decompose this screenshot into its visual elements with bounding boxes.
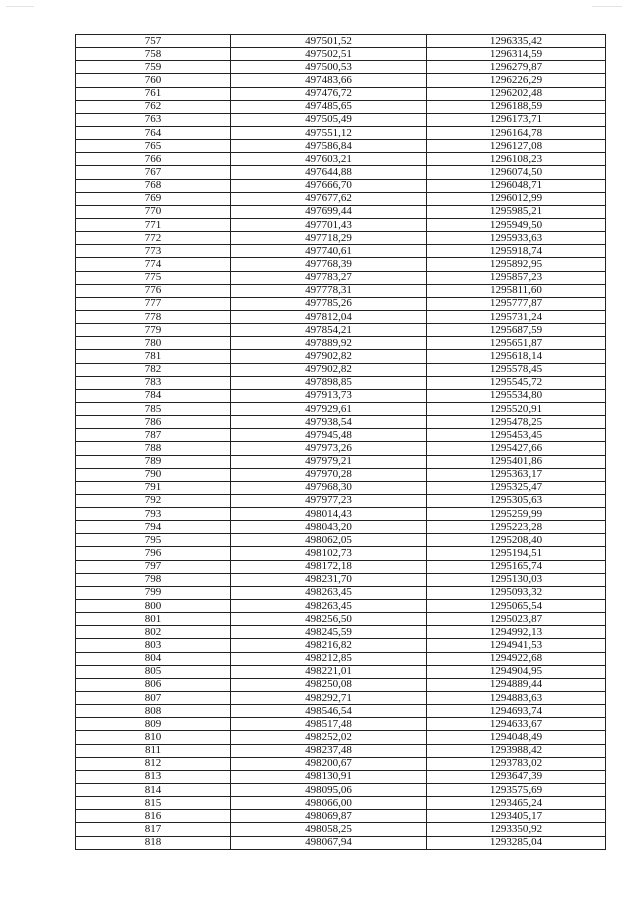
scan-edge-mark-left bbox=[6, 6, 34, 7]
point-number-cell: 762 bbox=[76, 100, 231, 113]
x-coordinate-cell: 497699,44 bbox=[231, 205, 427, 218]
point-number-cell: 795 bbox=[76, 534, 231, 547]
x-coordinate-cell: 497854,21 bbox=[231, 324, 427, 337]
table-row bbox=[76, 560, 606, 573]
x-coordinate-cell: 498058,25 bbox=[231, 823, 427, 836]
y-coordinate-cell: 1293350,92 bbox=[427, 823, 606, 836]
table-row bbox=[76, 494, 606, 507]
y-coordinate-cell: 1294922,68 bbox=[427, 652, 606, 665]
x-coordinate-cell: 497970,28 bbox=[231, 468, 427, 481]
y-coordinate-cell: 1295811,60 bbox=[427, 284, 606, 297]
x-coordinate-cell: 498066,00 bbox=[231, 797, 427, 810]
table-row bbox=[76, 639, 606, 652]
y-coordinate-cell: 1296314,59 bbox=[427, 48, 606, 61]
point-number-cell: 816 bbox=[76, 810, 231, 823]
table-row bbox=[76, 376, 606, 389]
point-number-cell: 766 bbox=[76, 153, 231, 166]
table-row bbox=[76, 218, 606, 231]
point-number-cell: 758 bbox=[76, 48, 231, 61]
point-number-cell: 761 bbox=[76, 87, 231, 100]
table-row bbox=[76, 140, 606, 153]
y-coordinate-cell: 1294941,53 bbox=[427, 639, 606, 652]
y-coordinate-cell: 1296048,71 bbox=[427, 179, 606, 192]
table-row bbox=[76, 534, 606, 547]
y-coordinate-cell: 1295777,87 bbox=[427, 297, 606, 310]
point-number-cell: 763 bbox=[76, 113, 231, 126]
coordinates-table-body bbox=[76, 35, 606, 850]
point-number-cell: 804 bbox=[76, 652, 231, 665]
x-coordinate-cell: 497889,92 bbox=[231, 337, 427, 350]
y-coordinate-cell: 1294633,67 bbox=[427, 718, 606, 731]
point-number-cell: 788 bbox=[76, 442, 231, 455]
x-coordinate-cell: 498256,50 bbox=[231, 613, 427, 626]
point-number-cell: 778 bbox=[76, 310, 231, 323]
x-coordinate-cell: 498062,05 bbox=[231, 534, 427, 547]
table-row bbox=[76, 87, 606, 100]
table-row bbox=[76, 192, 606, 205]
point-number-cell: 815 bbox=[76, 797, 231, 810]
y-coordinate-cell: 1295651,87 bbox=[427, 337, 606, 350]
table-row bbox=[76, 692, 606, 705]
table-row bbox=[76, 113, 606, 126]
point-number-cell: 812 bbox=[76, 757, 231, 770]
point-number-cell: 805 bbox=[76, 665, 231, 678]
x-coordinate-cell: 497677,62 bbox=[231, 192, 427, 205]
y-coordinate-cell: 1296335,42 bbox=[427, 35, 606, 48]
table-row bbox=[76, 61, 606, 74]
point-number-cell: 776 bbox=[76, 284, 231, 297]
point-number-cell: 782 bbox=[76, 363, 231, 376]
x-coordinate-cell: 497902,82 bbox=[231, 350, 427, 363]
x-coordinate-cell: 498546,54 bbox=[231, 705, 427, 718]
x-coordinate-cell: 497785,26 bbox=[231, 297, 427, 310]
y-coordinate-cell: 1295857,23 bbox=[427, 271, 606, 284]
point-number-cell: 786 bbox=[76, 416, 231, 429]
point-number-cell: 768 bbox=[76, 179, 231, 192]
point-number-cell: 785 bbox=[76, 402, 231, 415]
y-coordinate-cell: 1296188,59 bbox=[427, 100, 606, 113]
x-coordinate-cell: 498200,67 bbox=[231, 757, 427, 770]
x-coordinate-cell: 498212,85 bbox=[231, 652, 427, 665]
y-coordinate-cell: 1296279,87 bbox=[427, 61, 606, 74]
x-coordinate-cell: 498043,20 bbox=[231, 521, 427, 534]
x-coordinate-cell: 498130,91 bbox=[231, 770, 427, 783]
y-coordinate-cell: 1293575,69 bbox=[427, 784, 606, 797]
y-coordinate-cell: 1296127,08 bbox=[427, 140, 606, 153]
x-coordinate-cell: 497501,52 bbox=[231, 35, 427, 48]
y-coordinate-cell: 1295165,74 bbox=[427, 560, 606, 573]
point-number-cell: 781 bbox=[76, 350, 231, 363]
y-coordinate-cell: 1295545,72 bbox=[427, 376, 606, 389]
y-coordinate-cell: 1296226,29 bbox=[427, 74, 606, 87]
point-number-cell: 789 bbox=[76, 455, 231, 468]
y-coordinate-cell: 1295223,28 bbox=[427, 521, 606, 534]
table-row bbox=[76, 836, 606, 849]
y-coordinate-cell: 1294904,95 bbox=[427, 665, 606, 678]
table-row bbox=[76, 126, 606, 139]
table-row bbox=[76, 652, 606, 665]
y-coordinate-cell: 1294889,44 bbox=[427, 678, 606, 691]
y-coordinate-cell: 1294883,63 bbox=[427, 692, 606, 705]
point-number-cell: 783 bbox=[76, 376, 231, 389]
table-row bbox=[76, 810, 606, 823]
x-coordinate-cell: 498102,73 bbox=[231, 547, 427, 560]
x-coordinate-cell: 498069,87 bbox=[231, 810, 427, 823]
table-row bbox=[76, 600, 606, 613]
x-coordinate-cell: 498095,06 bbox=[231, 784, 427, 797]
table-row bbox=[76, 521, 606, 534]
point-number-cell: 810 bbox=[76, 731, 231, 744]
point-number-cell: 808 bbox=[76, 705, 231, 718]
x-coordinate-cell: 497483,66 bbox=[231, 74, 427, 87]
table-row bbox=[76, 350, 606, 363]
table-row bbox=[76, 232, 606, 245]
table-row bbox=[76, 416, 606, 429]
x-coordinate-cell: 498014,43 bbox=[231, 508, 427, 521]
y-coordinate-cell: 1296173,71 bbox=[427, 113, 606, 126]
x-coordinate-cell: 497500,53 bbox=[231, 61, 427, 74]
x-coordinate-cell: 497913,73 bbox=[231, 389, 427, 402]
table-row bbox=[76, 770, 606, 783]
x-coordinate-cell: 497718,29 bbox=[231, 232, 427, 245]
point-number-cell: 791 bbox=[76, 481, 231, 494]
y-coordinate-cell: 1296074,50 bbox=[427, 166, 606, 179]
y-coordinate-cell: 1293285,04 bbox=[427, 836, 606, 849]
x-coordinate-cell: 498252,02 bbox=[231, 731, 427, 744]
point-number-cell: 764 bbox=[76, 126, 231, 139]
point-number-cell: 771 bbox=[76, 218, 231, 231]
point-number-cell: 801 bbox=[76, 613, 231, 626]
point-number-cell: 817 bbox=[76, 823, 231, 836]
table-row bbox=[76, 35, 606, 48]
y-coordinate-cell: 1296202,48 bbox=[427, 87, 606, 100]
x-coordinate-cell: 497666,70 bbox=[231, 179, 427, 192]
point-number-cell: 775 bbox=[76, 271, 231, 284]
x-coordinate-cell: 498172,18 bbox=[231, 560, 427, 573]
x-coordinate-cell: 498221,01 bbox=[231, 665, 427, 678]
x-coordinate-cell: 498250,08 bbox=[231, 678, 427, 691]
table-row bbox=[76, 324, 606, 337]
y-coordinate-cell: 1293783,02 bbox=[427, 757, 606, 770]
x-coordinate-cell: 497902,82 bbox=[231, 363, 427, 376]
table-row bbox=[76, 508, 606, 521]
point-number-cell: 807 bbox=[76, 692, 231, 705]
y-coordinate-cell: 1295130,03 bbox=[427, 573, 606, 586]
y-coordinate-cell: 1295618,14 bbox=[427, 350, 606, 363]
x-coordinate-cell: 497929,61 bbox=[231, 402, 427, 415]
table-row bbox=[76, 310, 606, 323]
x-coordinate-cell: 497768,39 bbox=[231, 258, 427, 271]
table-row bbox=[76, 205, 606, 218]
y-coordinate-cell: 1295578,45 bbox=[427, 363, 606, 376]
x-coordinate-cell: 498231,70 bbox=[231, 573, 427, 586]
point-number-cell: 790 bbox=[76, 468, 231, 481]
y-coordinate-cell: 1296164,78 bbox=[427, 126, 606, 139]
point-number-cell: 770 bbox=[76, 205, 231, 218]
point-number-cell: 759 bbox=[76, 61, 231, 74]
x-coordinate-cell: 497898,85 bbox=[231, 376, 427, 389]
x-coordinate-cell: 498292,71 bbox=[231, 692, 427, 705]
table-row bbox=[76, 337, 606, 350]
y-coordinate-cell: 1295305,63 bbox=[427, 494, 606, 507]
point-number-cell: 780 bbox=[76, 337, 231, 350]
table-row bbox=[76, 744, 606, 757]
y-coordinate-cell: 1295949,50 bbox=[427, 218, 606, 231]
point-number-cell: 811 bbox=[76, 744, 231, 757]
table-row bbox=[76, 797, 606, 810]
table-row bbox=[76, 823, 606, 836]
point-number-cell: 767 bbox=[76, 166, 231, 179]
y-coordinate-cell: 1294992,13 bbox=[427, 626, 606, 639]
x-coordinate-cell: 497977,23 bbox=[231, 494, 427, 507]
y-coordinate-cell: 1294048,49 bbox=[427, 731, 606, 744]
y-coordinate-cell: 1295093,32 bbox=[427, 586, 606, 599]
point-number-cell: 777 bbox=[76, 297, 231, 310]
y-coordinate-cell: 1293988,42 bbox=[427, 744, 606, 757]
point-number-cell: 798 bbox=[76, 573, 231, 586]
table-row bbox=[76, 100, 606, 113]
point-number-cell: 799 bbox=[76, 586, 231, 599]
table-row bbox=[76, 468, 606, 481]
table-row bbox=[76, 166, 606, 179]
point-number-cell: 813 bbox=[76, 770, 231, 783]
table-row bbox=[76, 757, 606, 770]
y-coordinate-cell: 1295892,95 bbox=[427, 258, 606, 271]
x-coordinate-cell: 497740,61 bbox=[231, 245, 427, 258]
x-coordinate-cell: 497505,49 bbox=[231, 113, 427, 126]
table-row bbox=[76, 481, 606, 494]
point-number-cell: 796 bbox=[76, 547, 231, 560]
x-coordinate-cell: 497551,12 bbox=[231, 126, 427, 139]
scan-edge-mark-right bbox=[592, 6, 622, 7]
table-row bbox=[76, 626, 606, 639]
point-number-cell: 757 bbox=[76, 35, 231, 48]
table-row bbox=[76, 705, 606, 718]
table-row bbox=[76, 284, 606, 297]
y-coordinate-cell: 1295065,54 bbox=[427, 600, 606, 613]
point-number-cell: 793 bbox=[76, 508, 231, 521]
x-coordinate-cell: 497603,21 bbox=[231, 153, 427, 166]
point-number-cell: 809 bbox=[76, 718, 231, 731]
y-coordinate-cell: 1295363,17 bbox=[427, 468, 606, 481]
x-coordinate-cell: 497644,88 bbox=[231, 166, 427, 179]
y-coordinate-cell: 1295208,40 bbox=[427, 534, 606, 547]
table-row bbox=[76, 402, 606, 415]
point-number-cell: 773 bbox=[76, 245, 231, 258]
y-coordinate-cell: 1295534,80 bbox=[427, 389, 606, 402]
y-coordinate-cell: 1293465,24 bbox=[427, 797, 606, 810]
x-coordinate-cell: 497701,43 bbox=[231, 218, 427, 231]
table-row bbox=[76, 442, 606, 455]
x-coordinate-cell: 497783,27 bbox=[231, 271, 427, 284]
x-coordinate-cell: 498216,82 bbox=[231, 639, 427, 652]
x-coordinate-cell: 497476,72 bbox=[231, 87, 427, 100]
point-number-cell: 802 bbox=[76, 626, 231, 639]
x-coordinate-cell: 498517,48 bbox=[231, 718, 427, 731]
point-number-cell: 792 bbox=[76, 494, 231, 507]
point-number-cell: 765 bbox=[76, 140, 231, 153]
y-coordinate-cell: 1295325,47 bbox=[427, 481, 606, 494]
y-coordinate-cell: 1295259,99 bbox=[427, 508, 606, 521]
point-number-cell: 779 bbox=[76, 324, 231, 337]
table-row bbox=[76, 179, 606, 192]
x-coordinate-cell: 497938,54 bbox=[231, 416, 427, 429]
table-row bbox=[76, 74, 606, 87]
y-coordinate-cell: 1295520,91 bbox=[427, 402, 606, 415]
point-number-cell: 797 bbox=[76, 560, 231, 573]
point-number-cell: 818 bbox=[76, 836, 231, 849]
y-coordinate-cell: 1295687,59 bbox=[427, 324, 606, 337]
table-row bbox=[76, 718, 606, 731]
point-number-cell: 814 bbox=[76, 784, 231, 797]
y-coordinate-cell: 1295427,66 bbox=[427, 442, 606, 455]
y-coordinate-cell: 1293647,39 bbox=[427, 770, 606, 783]
x-coordinate-cell: 498263,45 bbox=[231, 586, 427, 599]
table-row bbox=[76, 271, 606, 284]
y-coordinate-cell: 1295985,21 bbox=[427, 205, 606, 218]
coordinates-table bbox=[75, 34, 606, 850]
table-row bbox=[76, 363, 606, 376]
y-coordinate-cell: 1295478,25 bbox=[427, 416, 606, 429]
point-number-cell: 769 bbox=[76, 192, 231, 205]
y-coordinate-cell: 1295023,87 bbox=[427, 613, 606, 626]
point-number-cell: 787 bbox=[76, 429, 231, 442]
y-coordinate-cell: 1293405,17 bbox=[427, 810, 606, 823]
point-number-cell: 772 bbox=[76, 232, 231, 245]
x-coordinate-cell: 497586,84 bbox=[231, 140, 427, 153]
y-coordinate-cell: 1295453,45 bbox=[427, 429, 606, 442]
table-row bbox=[76, 245, 606, 258]
x-coordinate-cell: 497979,21 bbox=[231, 455, 427, 468]
point-number-cell: 794 bbox=[76, 521, 231, 534]
x-coordinate-cell: 497973,26 bbox=[231, 442, 427, 455]
table-row bbox=[76, 678, 606, 691]
x-coordinate-cell: 498263,45 bbox=[231, 600, 427, 613]
y-coordinate-cell: 1295401,86 bbox=[427, 455, 606, 468]
table-row bbox=[76, 784, 606, 797]
table-row bbox=[76, 665, 606, 678]
x-coordinate-cell: 498245,59 bbox=[231, 626, 427, 639]
y-coordinate-cell: 1295731,24 bbox=[427, 310, 606, 323]
point-number-cell: 803 bbox=[76, 639, 231, 652]
y-coordinate-cell: 1296012,99 bbox=[427, 192, 606, 205]
x-coordinate-cell: 497485,65 bbox=[231, 100, 427, 113]
point-number-cell: 774 bbox=[76, 258, 231, 271]
y-coordinate-cell: 1295918,74 bbox=[427, 245, 606, 258]
table-row bbox=[76, 573, 606, 586]
table-row bbox=[76, 586, 606, 599]
point-number-cell: 806 bbox=[76, 678, 231, 691]
table-row bbox=[76, 48, 606, 61]
x-coordinate-cell: 498237,48 bbox=[231, 744, 427, 757]
table-row bbox=[76, 153, 606, 166]
x-coordinate-cell: 497778,31 bbox=[231, 284, 427, 297]
table-row bbox=[76, 547, 606, 560]
table-row bbox=[76, 258, 606, 271]
y-coordinate-cell: 1294693,74 bbox=[427, 705, 606, 718]
point-number-cell: 760 bbox=[76, 74, 231, 87]
point-number-cell: 800 bbox=[76, 600, 231, 613]
x-coordinate-cell: 498067,94 bbox=[231, 836, 427, 849]
table-row bbox=[76, 389, 606, 402]
y-coordinate-cell: 1295194,51 bbox=[427, 547, 606, 560]
table-row bbox=[76, 455, 606, 468]
x-coordinate-cell: 497502,51 bbox=[231, 48, 427, 61]
x-coordinate-cell: 497968,30 bbox=[231, 481, 427, 494]
x-coordinate-cell: 497945,48 bbox=[231, 429, 427, 442]
y-coordinate-cell: 1296108,23 bbox=[427, 153, 606, 166]
point-number-cell: 784 bbox=[76, 389, 231, 402]
table-row bbox=[76, 429, 606, 442]
table-row bbox=[76, 297, 606, 310]
y-coordinate-cell: 1295933,63 bbox=[427, 232, 606, 245]
table-row bbox=[76, 731, 606, 744]
table-row bbox=[76, 613, 606, 626]
x-coordinate-cell: 497812,04 bbox=[231, 310, 427, 323]
